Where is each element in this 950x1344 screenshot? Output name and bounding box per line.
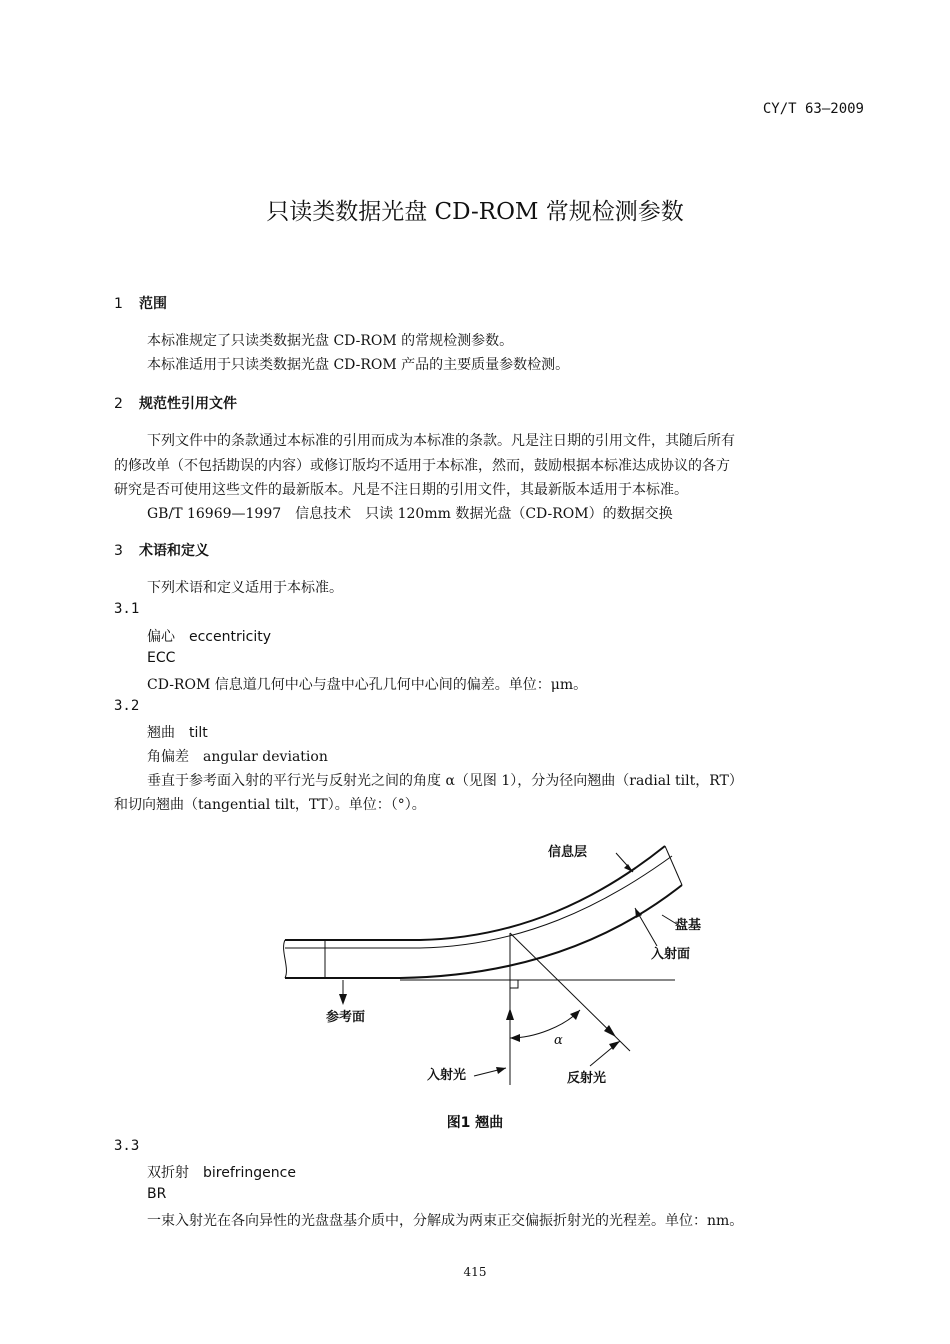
tilt-diagram xyxy=(280,828,702,1098)
section-number: 2 xyxy=(114,396,123,412)
term-alternative-name: 角偏差 angular deviation xyxy=(147,749,328,765)
paragraph-line: 研究是否可使用这些文件的最新版本。凡是不注日期的引用文件，其最新版本适用于本标准。 xyxy=(114,482,688,498)
angle-arc xyxy=(510,1010,580,1038)
incident-arrow-icon xyxy=(506,1008,514,1020)
section-number: 1 xyxy=(114,296,123,312)
paragraph: 本标准适用于只读类数据光盘 CD-ROM 产品的主要质量参数检测。 xyxy=(147,357,570,373)
normative-reference: GB/T 16969—1997 信息技术 只读 120mm 数据光盘（CD-ROM）的数据交换 xyxy=(147,506,673,522)
term-name: 偏心 eccentricity xyxy=(147,629,271,645)
leader-arrow-icon xyxy=(624,864,633,872)
section-title: 术语和定义 xyxy=(139,543,209,559)
term-abbreviation: ECC xyxy=(147,650,176,666)
term-number: 3.1 xyxy=(114,601,140,617)
label-substrate: 盘基 xyxy=(675,918,702,933)
label-info-layer: 信息层 xyxy=(548,845,588,860)
disc-break-line xyxy=(284,940,287,978)
page-number: 415 xyxy=(463,1265,487,1279)
term-number: 3.3 xyxy=(114,1138,140,1154)
paragraph-line: 的修改单（不包括勘误的内容）或修订版均不适用于本标准，然而，鼓励根据本标准达成协议的各方 xyxy=(114,458,730,474)
term-definition: 一束入射光在各向异性的光盘盘基介质中，分解成为两束正交偏振折射光的光程差。单位：nm。 xyxy=(147,1213,744,1229)
label-angle-alpha: α xyxy=(554,1033,563,1048)
label-reflected-light: 反射光 xyxy=(567,1071,607,1086)
section-number: 3 xyxy=(114,543,123,559)
disc-end-line xyxy=(665,846,682,885)
section-heading-3 xyxy=(114,540,209,560)
section-title: 规范性引用文件 xyxy=(139,396,237,412)
term-abbreviation: BR xyxy=(147,1186,167,1202)
paragraph-line: 下列文件中的条款通过本标准的引用而成为本标准的条款。凡是注日期的引用文件，其随后所有 xyxy=(147,433,735,449)
leader-arrow-icon xyxy=(496,1067,506,1074)
paragraph: 下列术语和定义适用于本标准。 xyxy=(147,580,343,596)
term-name: 双折射 birefringence xyxy=(147,1165,296,1181)
term-definition: 垂直于参考面入射的平行光与反射光之间的角度 α（见图 1），分为径向翘曲（radial tilt，RT） xyxy=(147,773,743,789)
angle-arrow-icon xyxy=(510,1034,520,1042)
right-angle-marker xyxy=(510,980,518,988)
term-definition: CD-ROM 信息道几何中心与盘中心孔几何中心间的偏差。单位：μm。 xyxy=(147,677,588,693)
label-incident-surface: 入射面 xyxy=(651,947,691,962)
angle-arrow-icon xyxy=(570,1010,580,1020)
figure-caption: 图1 翘曲 xyxy=(446,1115,504,1131)
term-name: 翘曲 tilt xyxy=(147,725,208,741)
label-reference-plane: 参考面 xyxy=(326,1010,366,1025)
term-number: 3.2 xyxy=(114,698,140,714)
leader-arrow-icon xyxy=(339,994,347,1005)
paragraph: 本标准规定了只读类数据光盘 CD-ROM 的常规检测参数。 xyxy=(147,333,514,349)
document-title: 只读类数据光盘 CD-ROM 常规检测参数 xyxy=(266,199,684,225)
section-heading-2 xyxy=(114,393,237,413)
term-definition: 和切向翘曲（tangential tilt，TT）。单位：（°）。 xyxy=(114,797,426,813)
section-title: 范围 xyxy=(139,296,167,312)
section-heading-1 xyxy=(114,293,167,313)
standard-number: CY/T 63—2009 xyxy=(762,101,864,117)
label-incident-light: 入射光 xyxy=(427,1068,467,1083)
